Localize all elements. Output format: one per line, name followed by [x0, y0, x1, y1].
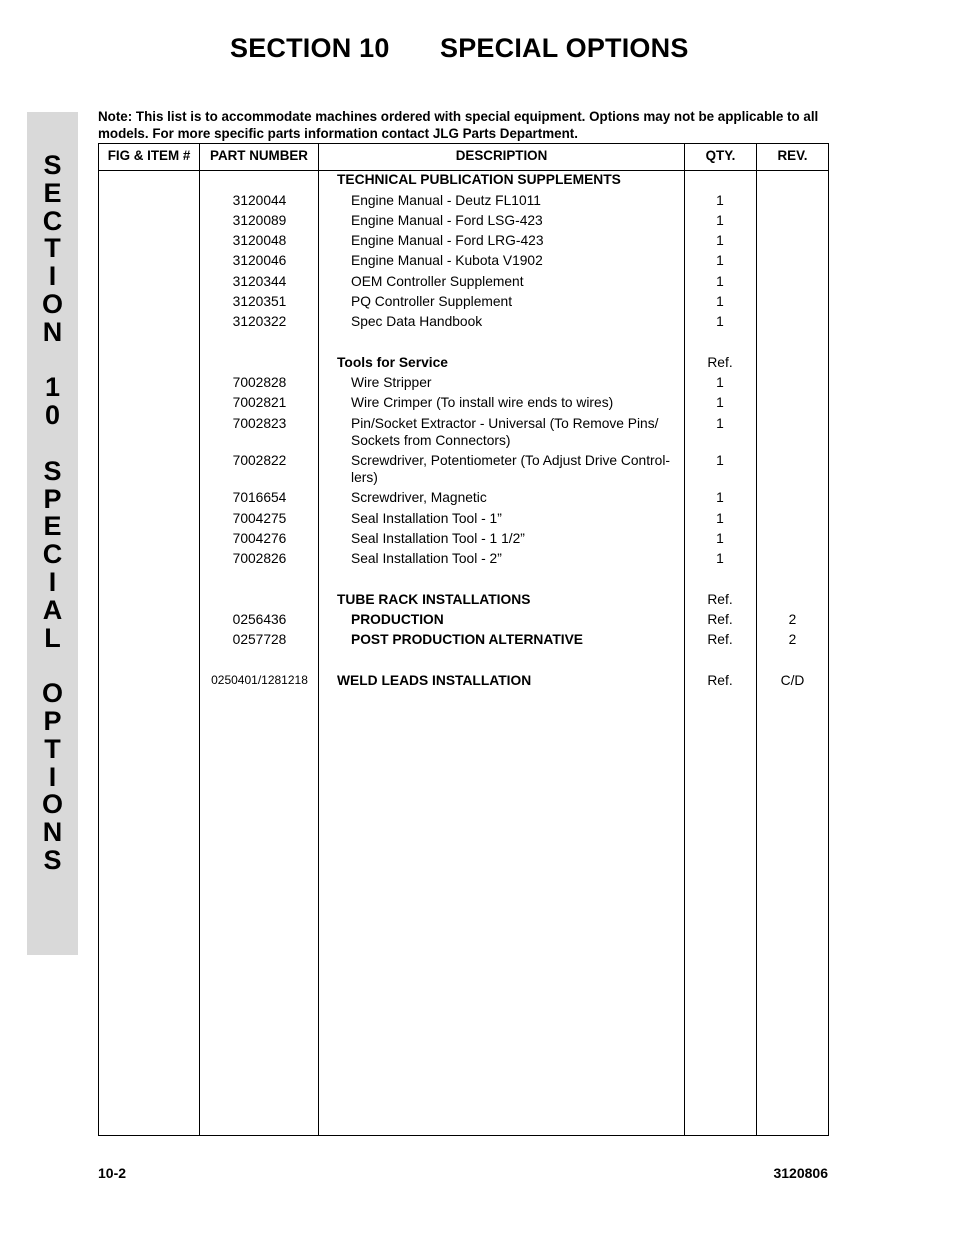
side-tab-letter	[27, 347, 78, 375]
description: Pin/Socket Extractor - Universal (To Remove Pins/ Sockets from Connectors)	[351, 416, 659, 448]
parts-table	[98, 143, 829, 1136]
side-tab-letter: L	[44, 622, 61, 653]
description: Seal Installation Tool - 2”	[351, 551, 502, 566]
side-tab-letter: T	[44, 733, 61, 764]
side-tab-letter: T	[44, 233, 61, 264]
revision: 2	[788, 632, 797, 647]
side-tab-letter: S	[43, 455, 62, 486]
quantity: 1	[716, 314, 724, 329]
side-tab-letter: P	[43, 705, 62, 736]
quantity: 1	[716, 375, 724, 390]
part-number: 7016654	[232, 490, 287, 505]
side-section-tab	[27, 112, 78, 955]
quantity: 1	[716, 233, 724, 248]
header-fig: FIG & ITEM #	[107, 148, 191, 163]
quantity: 1	[716, 453, 724, 468]
part-number: 0256436	[232, 612, 287, 627]
side-tab-letter: P	[43, 483, 62, 514]
description: TECHNICAL PUBLICATION SUPPLEMENTS	[337, 172, 621, 187]
description: Engine Manual - Deutz FL1011	[351, 193, 541, 208]
side-tab-letter: E	[43, 511, 62, 542]
section-number: SECTION 10	[230, 33, 390, 63]
description: Screwdriver, Potentiometer (To Adjust Drive Control-lers)	[351, 453, 670, 485]
description: Wire Crimper (To install wire ends to wires)	[351, 395, 614, 410]
side-tab-letter: I	[48, 566, 57, 597]
part-number: 3120344	[232, 274, 287, 289]
part-number: 7002822	[232, 453, 287, 468]
part-number: 7002828	[232, 375, 287, 390]
part-number: 3120351	[232, 294, 287, 309]
side-tab-letter: S	[43, 150, 62, 180]
part-number: 7002823	[232, 416, 287, 431]
part-number: 0257728	[232, 632, 287, 647]
description: Engine Manual - Kubota V1902	[351, 253, 543, 268]
quantity: 1	[716, 395, 724, 410]
side-tab-letter: N	[42, 316, 63, 347]
side-tab-letter: C	[42, 205, 63, 236]
quantity: Ref.	[707, 355, 733, 370]
quantity: 1	[716, 253, 724, 268]
header-part-number: PART NUMBER	[210, 148, 308, 163]
quantity: 1	[716, 274, 724, 289]
side-tab-letter: A	[42, 594, 63, 625]
quantity: Ref.	[707, 632, 733, 647]
part-number: 3120046	[232, 253, 287, 268]
quantity: Ref.	[707, 592, 733, 607]
quantity: 1	[716, 294, 724, 309]
side-tab-letter: O	[41, 678, 63, 709]
description: TUBE RACK INSTALLATIONS	[337, 592, 531, 607]
description: Screwdriver, Magnetic	[351, 490, 487, 505]
part-number: 3120044	[232, 193, 287, 208]
quantity: 1	[716, 416, 724, 431]
description: OEM Controller Supplement	[351, 274, 524, 289]
header-description: DESCRIPTION	[455, 148, 548, 163]
side-tab-letter: C	[42, 539, 63, 570]
note-text: Note: This list is to accommodate machines ordered with special equipment. Options may not be applicable to all models. For more specific parts information contact JLG Parts Department.	[98, 109, 819, 141]
part-number: 3120089	[232, 213, 287, 228]
description: Seal Installation Tool - 1 1/2”	[351, 531, 525, 546]
quantity: Ref.	[707, 673, 733, 688]
side-tab-letter: O	[41, 789, 63, 820]
part-number: 7004275	[232, 511, 287, 526]
part-number: 7002821	[232, 395, 287, 410]
side-tab-letter: S	[43, 844, 62, 875]
section-name: SPECIAL OPTIONS	[440, 33, 689, 63]
document-number: 3120806	[773, 1165, 828, 1181]
description: Tools for Service	[337, 355, 448, 370]
description: PRODUCTION	[351, 612, 444, 627]
part-number: 0250401/1281218	[211, 673, 308, 687]
quantity: 1	[716, 551, 724, 566]
quantity: 1	[716, 193, 724, 208]
side-tab-letter: 0	[44, 400, 61, 431]
description: Spec Data Handbook	[351, 314, 483, 329]
side-tab-letter: O	[41, 288, 63, 319]
description: POST PRODUCTION ALTERNATIVE	[351, 632, 583, 647]
description: Wire Stripper	[351, 375, 432, 390]
page-number: 10-2	[98, 1165, 127, 1181]
description: Engine Manual - Ford LSG-423	[351, 213, 543, 228]
revision: C/D	[780, 673, 805, 688]
part-number: 7004276	[232, 531, 287, 546]
quantity: 1	[716, 511, 724, 526]
revision: 2	[788, 612, 797, 627]
side-tab-letter	[27, 652, 78, 680]
quantity: 1	[716, 213, 724, 228]
side-tab-letter: N	[42, 817, 63, 848]
side-tab-letter: I	[48, 261, 57, 292]
header-qty: QTY.	[705, 148, 736, 163]
description: WELD LEADS INSTALLATION	[337, 673, 532, 688]
description: Engine Manual - Ford LRG-423	[351, 233, 544, 248]
quantity: Ref.	[707, 612, 733, 627]
description: PQ Controller Supplement	[351, 294, 513, 309]
side-tab-letter: I	[48, 761, 57, 792]
description: Seal Installation Tool - 1”	[351, 511, 502, 526]
side-tab-letter: E	[43, 177, 62, 208]
side-tab-letter	[27, 430, 78, 458]
section-title	[230, 33, 689, 64]
quantity: 1	[716, 531, 724, 546]
part-number: 3120048	[232, 233, 287, 248]
header-rev: REV.	[777, 148, 808, 163]
quantity: 1	[716, 490, 724, 505]
part-number: 3120322	[232, 314, 287, 329]
part-number: 7002826	[232, 551, 287, 566]
side-tab-letter: 1	[44, 372, 61, 403]
side-tab-letters	[27, 152, 78, 875]
